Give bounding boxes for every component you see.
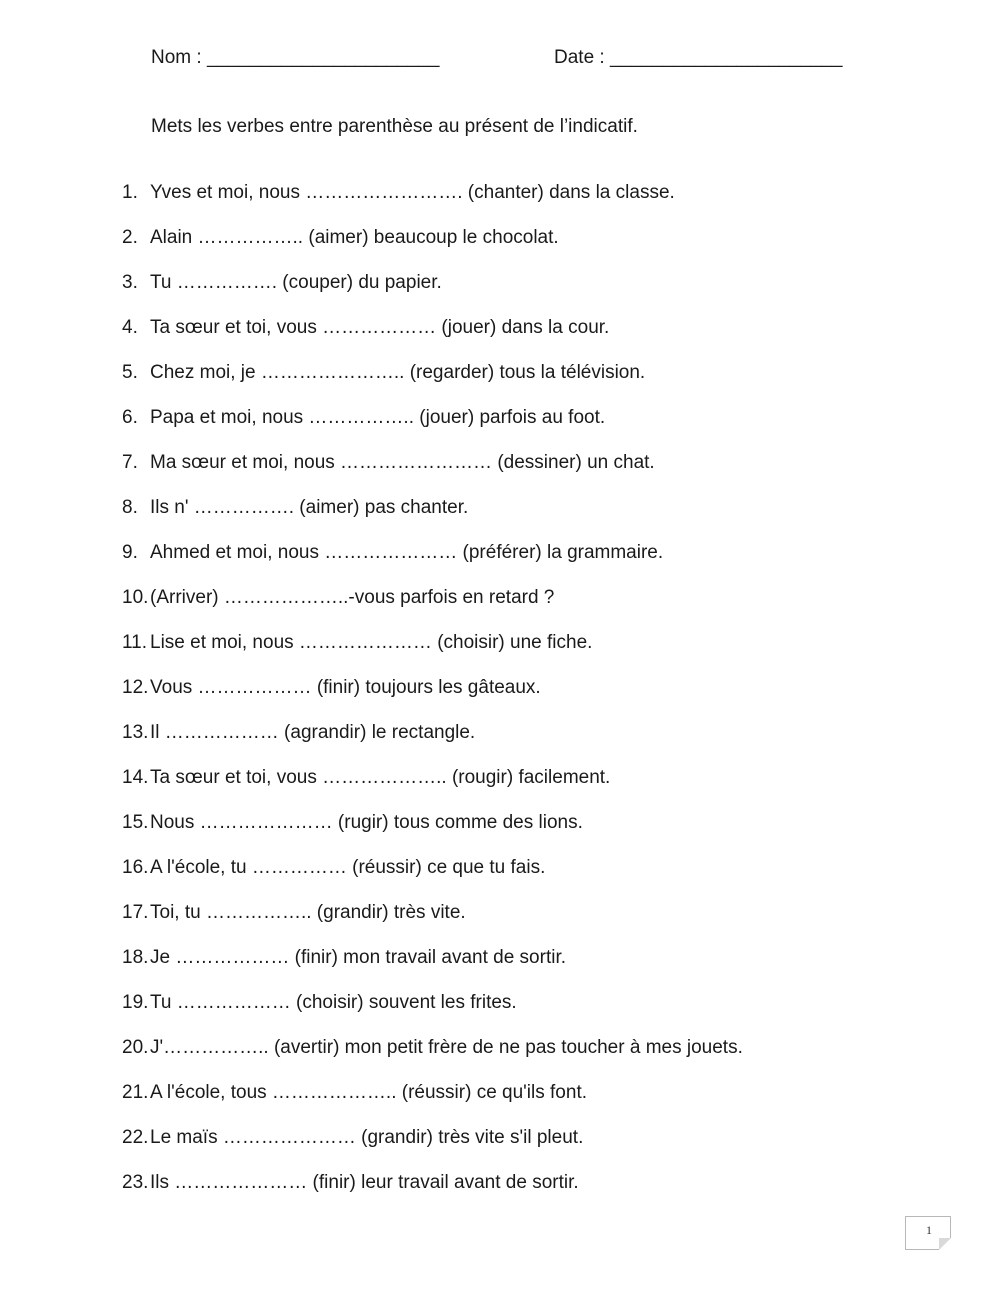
item-text: Lise et moi, nous ………………… (choisir) une fiche. xyxy=(150,632,593,653)
list-item xyxy=(0,721,1000,766)
instruction-text: Mets les verbes entre parenthèse au présent de l’indicatif. xyxy=(151,116,638,137)
list-item xyxy=(0,676,1000,721)
list-item xyxy=(0,271,1000,316)
list-item xyxy=(0,1126,1000,1171)
item-number: 15. xyxy=(122,812,149,833)
item-text: A l'école, tous ……………….. (réussir) ce qu'ils font. xyxy=(150,1082,587,1103)
item-number: 11. xyxy=(122,632,148,653)
list-item xyxy=(0,406,1000,451)
list-item xyxy=(0,1036,1000,1081)
date-field: Date : ______________________ xyxy=(554,47,843,68)
item-text: Ahmed et moi, nous ………………… (préférer) la grammaire. xyxy=(150,542,664,563)
item-number: 8. xyxy=(122,497,138,518)
item-text: Papa et moi, nous …………….. (jouer) parfois au foot. xyxy=(150,407,606,428)
exercise-list xyxy=(0,181,1000,1216)
item-number: 22. xyxy=(122,1127,149,1148)
item-number: 16. xyxy=(122,857,149,878)
page-number: 1 xyxy=(926,1223,932,1237)
item-number: 18. xyxy=(122,947,149,968)
item-text: Je ……………… (finir) mon travail avant de sortir. xyxy=(150,947,566,968)
item-number: 6. xyxy=(122,407,138,428)
list-item xyxy=(0,316,1000,361)
list-item xyxy=(0,946,1000,991)
list-item xyxy=(0,1081,1000,1126)
list-item xyxy=(0,856,1000,901)
list-item xyxy=(0,1171,1000,1216)
item-text: Yves et moi, nous ……………………. (chanter) dans la classe. xyxy=(150,182,675,203)
item-text: Vous ……………… (finir) toujours les gâteaux. xyxy=(150,677,541,698)
item-number: 21. xyxy=(122,1082,149,1103)
item-number: 23. xyxy=(122,1172,149,1193)
item-text: Tu ……………… (choisir) souvent les frites. xyxy=(150,992,517,1013)
item-text: Ma sœur et moi, nous …………………… (dessiner) un chat. xyxy=(150,452,655,473)
item-text: Alain …………….. (aimer) beaucoup le chocolat. xyxy=(150,227,559,248)
list-item xyxy=(0,451,1000,496)
item-number: 5. xyxy=(122,362,138,383)
item-number: 1. xyxy=(122,182,138,203)
list-item xyxy=(0,901,1000,946)
item-text: Le maïs ………………… (grandir) très vite s'il pleut. xyxy=(150,1127,584,1148)
page-number-box xyxy=(905,1216,951,1250)
list-item xyxy=(0,496,1000,541)
item-text: J'…………….. (avertir) mon petit frère de ne pas toucher à mes jouets. xyxy=(150,1037,743,1058)
list-item xyxy=(0,541,1000,586)
item-number: 19. xyxy=(122,992,149,1013)
item-number: 2. xyxy=(122,227,138,248)
item-text: (Arriver) ………………..-vous parfois en retard ? xyxy=(150,587,555,608)
item-number: 4. xyxy=(122,317,138,338)
item-number: 14. xyxy=(122,767,149,788)
item-text: Ta sœur et toi, vous ……………….. (rougir) facilement. xyxy=(150,767,611,788)
item-number: 20. xyxy=(122,1037,149,1058)
item-text: Nous ………………… (rugir) tous comme des lions. xyxy=(150,812,583,833)
item-text: Toi, tu …………….. (grandir) très vite. xyxy=(150,902,466,923)
item-text: Ta sœur et toi, vous ……………… (jouer) dans la cour. xyxy=(150,317,610,338)
list-item xyxy=(0,631,1000,676)
item-number: 3. xyxy=(122,272,138,293)
item-number: 7. xyxy=(122,452,138,473)
item-text: Tu ……………. (couper) du papier. xyxy=(150,272,442,293)
item-number: 13. xyxy=(122,722,149,743)
item-number: 9. xyxy=(122,542,138,563)
item-number: 17. xyxy=(122,902,149,923)
item-text: Ils n' ……………. (aimer) pas chanter. xyxy=(150,497,469,518)
item-text: Chez moi, je ………………….. (regarder) tous la télévision. xyxy=(150,362,646,383)
item-number: 12. xyxy=(122,677,149,698)
list-item xyxy=(0,991,1000,1036)
name-field: Nom : ______________________ xyxy=(151,47,440,68)
list-item xyxy=(0,586,1000,631)
item-text: Il ……………… (agrandir) le rectangle. xyxy=(150,722,476,743)
item-number: 10. xyxy=(122,587,149,608)
list-item xyxy=(0,361,1000,406)
list-item xyxy=(0,226,1000,271)
list-item xyxy=(0,766,1000,811)
list-item xyxy=(0,811,1000,856)
list-item xyxy=(0,181,1000,226)
item-text: Ils ………………… (finir) leur travail avant de sortir. xyxy=(150,1172,579,1193)
item-text: A l'école, tu …………… (réussir) ce que tu fais. xyxy=(150,857,546,878)
